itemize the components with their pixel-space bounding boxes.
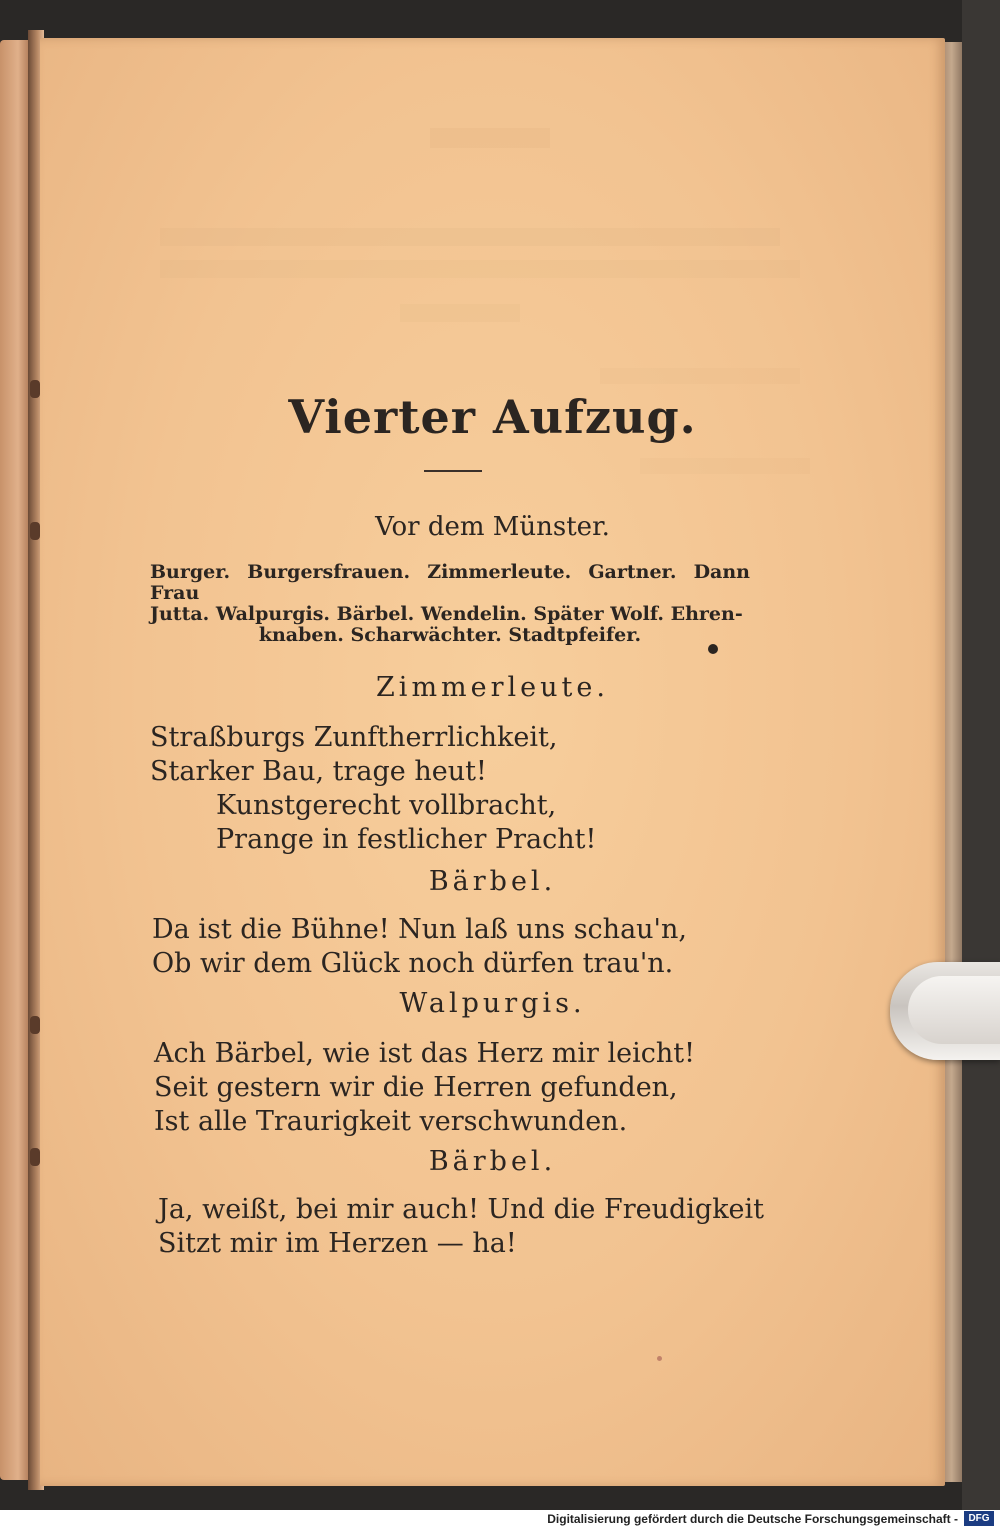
verse-line: Da ist die Bühne! Nun laß uns schau'n, [152, 914, 687, 945]
verse-line: Sitzt mir im Herzen — ha! [158, 1228, 517, 1259]
title-divider [424, 470, 482, 472]
verse-line: Ach Bärbel, wie ist das Herz mir leicht! [154, 1038, 695, 1069]
cast-line: knaben. Scharwächter. Stadtpfeifer. [258, 624, 642, 646]
book-page [40, 38, 945, 1486]
scene-location: Vor dem Münster. [375, 512, 610, 542]
paper-speck [657, 1356, 662, 1361]
binding-thread [30, 522, 40, 540]
speaker-name: Zimmerleute. [376, 672, 609, 703]
verse-line: Seit gestern wir die Herren gefunden, [154, 1072, 678, 1103]
bleed-through [640, 458, 810, 474]
act-title: Vierter Aufzug. [288, 390, 697, 444]
cast-line: Jutta. Walpurgis. Bärbel. Wendelin. Später Wolf. Ehren- [150, 603, 743, 625]
binding-thread [30, 1016, 40, 1034]
funding-notice: Digitalisierung gefördert durch die Deutsche Forschungsgemeinschaft - [547, 1512, 958, 1526]
cast-list [150, 562, 750, 646]
ink-spot [708, 644, 718, 654]
page-clip-highlight [908, 976, 1000, 1044]
bleed-through [430, 128, 550, 148]
verse-line: Starker Bau, trage heut! [150, 756, 487, 787]
cast-line: Burger. Burgersfrauen. Zimmerleute. Gartner. Dann Frau [150, 561, 750, 604]
speaker-name: Walpurgis. [399, 988, 586, 1019]
page-clip [890, 962, 1000, 1060]
verse-line: Ja, weißt, bei mir auch! Und die Freudigkeit [158, 1194, 765, 1225]
bleed-through [400, 304, 520, 322]
verse-line: Ob wir dem Glück noch dürfen trau'n. [152, 948, 674, 979]
verse-line: Kunstgerecht vollbracht, [216, 790, 557, 821]
binding-thread [30, 380, 40, 398]
bleed-through [160, 260, 800, 278]
dfg-logo: DFG [964, 1511, 994, 1526]
previous-page-edge [0, 40, 30, 1480]
speaker-name: Bärbel. [428, 866, 557, 897]
verse-line: Prange in festlicher Pracht! [216, 824, 597, 855]
binding-thread [30, 1148, 40, 1166]
verse-line: Ist alle Traurigkeit verschwunden. [154, 1106, 628, 1137]
scan-background-right [962, 0, 1000, 1510]
bleed-through [600, 368, 800, 384]
speaker-name: Bärbel. [428, 1146, 557, 1177]
bleed-through [160, 228, 780, 246]
verse-line: Straßburgs Zunftherrlichkeit, [150, 722, 558, 753]
